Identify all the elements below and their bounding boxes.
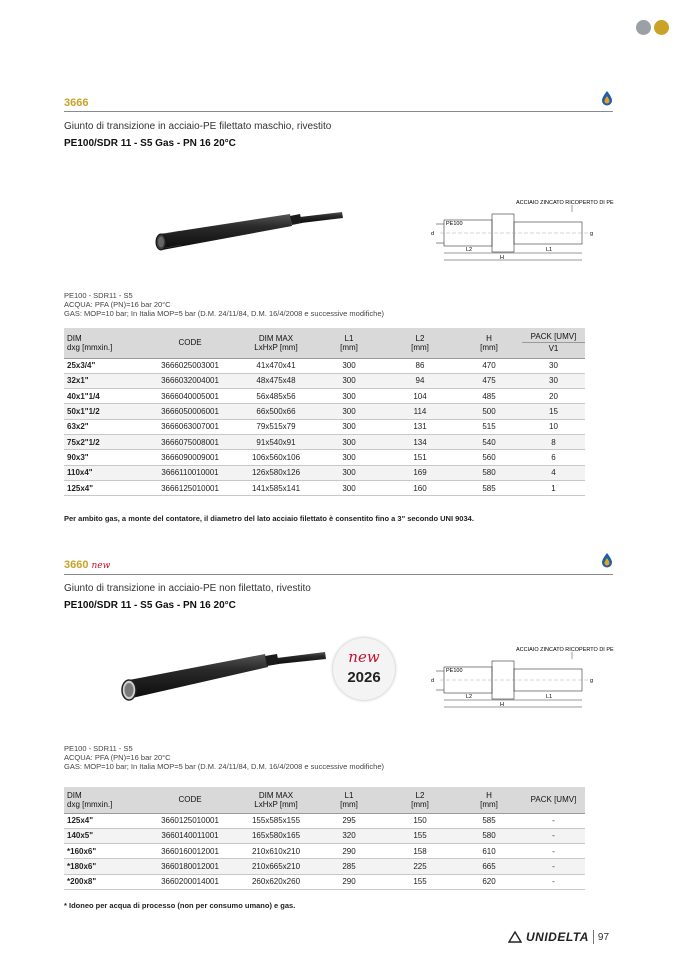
table-header-row [64, 328, 585, 358]
section-divider [64, 111, 613, 112]
pe100-label: PE100 [446, 668, 463, 674]
note-line: GAS: MOP=10 bar; In Italia MOP=5 bar (D.M. 24/11/84, D.M. 16/4/2008 e successive modifiche) [64, 762, 385, 771]
product-description: Giunto di transizione in acciaio-PE non filettato, rivestito [64, 583, 311, 594]
h-label: H [500, 702, 504, 708]
col-code: CODE [142, 787, 238, 813]
section-heading-3660 [64, 559, 110, 571]
water-gas-drop-icon [601, 552, 613, 568]
table-row: *160x6" 3660160012001 210x610x210 290 158 610 - [64, 844, 585, 859]
product-table-3660 [64, 787, 585, 890]
section-code-3660: 3660 [64, 559, 89, 571]
table-row: 110x4" 3666110010001 126x580x126 300 169 580 4 [64, 465, 585, 480]
col-l2: L2 [mm] [384, 787, 456, 813]
table-row: 25x3/4" 3666025003001 41x470x41 300 86 470 30 [64, 358, 585, 373]
new-2026-badge [333, 638, 395, 700]
table-footnote: Per ambito gas, a monte del contatore, il diametro del lato acciaio filettato è consentito fino a 3" secondo UNI 9034. [64, 514, 474, 523]
d-label: d [431, 678, 435, 684]
water-gas-drop-icon [601, 90, 613, 106]
section-divider [64, 574, 613, 575]
badge-new-text: new [348, 648, 380, 666]
table-row: *180x6" 3660180012001 210x665x210 285 225 665 - [64, 859, 585, 874]
technical-drawing-3666 [420, 198, 616, 264]
note-line: ACQUA: PFA (PN)=16 bar 20°C [64, 753, 171, 762]
table-row: *200x8" 3660200014001 260x620x260 290 155 620 - [64, 874, 585, 889]
diagram-caption: ACCIAIO ZINCATO RICOPERTO DI PE [516, 647, 614, 653]
col-l1: L1 [mm] [314, 328, 384, 358]
note-line: ACQUA: PFA (PN)=16 bar 20°C [64, 300, 171, 309]
table-header-row [64, 787, 585, 813]
l2-label: L2 [466, 694, 473, 700]
table-row: 140x5" 3660140011001 165x580x165 320 155 580 - [64, 828, 585, 843]
l2-label: L2 [466, 247, 473, 253]
table-row: 32x1" 3666032004001 48x475x48 300 94 475 30 [64, 373, 585, 388]
new-tag: new [91, 561, 111, 571]
note-line: GAS: MOP=10 bar; In Italia MOP=5 bar (D.M. 24/11/84, D.M. 16/4/2008 e successive modifiche) [64, 309, 385, 318]
table-row: 50x1"1/2 3666050006001 66x500x66 300 114 500 15 [64, 404, 585, 419]
note-line: PE100 - SDR11 - S5 [64, 744, 133, 753]
grey-dot-icon [636, 20, 651, 35]
col-dim: DIM dxg [mmxin.] [64, 787, 142, 813]
product-notes [64, 291, 384, 318]
col-dim: DIM dxg [mmxin.] [64, 328, 142, 358]
col-pack: PACK [UMV] V1 [522, 328, 585, 358]
col-dimmax: DIM MAX LxHxP [mm] [238, 328, 314, 358]
gold-dot-icon [654, 20, 669, 35]
section-indicator-dots [636, 20, 669, 35]
product-spec: PE100/SDR 11 - S5 Gas - PN 16 20°C [64, 600, 236, 611]
col-h: H [mm] [456, 787, 522, 813]
table-row: 40x1"1/4 3666040005001 56x485x56 300 104 485 20 [64, 389, 585, 404]
table-footnote: * Idoneo per acqua di processo (non per consumo umano) e gas. [64, 901, 296, 910]
footer-separator [593, 930, 594, 944]
section-code-3666: 3666 [64, 97, 89, 109]
note-line: PE100 - SDR11 - S5 [64, 291, 133, 300]
page-number: 97 [597, 931, 610, 943]
l1-label: L1 [546, 247, 553, 253]
col-h: H [mm] [456, 328, 522, 358]
diagram-caption: ACCIAIO ZINCATO RICOPERTO DI PE [516, 200, 614, 206]
product-table-3666 [64, 328, 585, 496]
product-photo-threaded-joint [150, 212, 348, 260]
col-dimmax: DIM MAX LxHxP [mm] [238, 787, 314, 813]
col-code: CODE [142, 328, 238, 358]
brand-logo-text: UNIDELTA [526, 930, 589, 944]
product-notes [64, 744, 384, 771]
table-row: 125x4" 3660125010001 155x585x155 295 150 585 - [64, 813, 585, 828]
table-row: 75x2"1/2 3666075008001 91x540x91 300 134 540 8 [64, 434, 585, 449]
table-row: 63x2" 3666063007001 79x515x79 300 131 515 10 [64, 419, 585, 434]
h-label: H [500, 255, 504, 261]
product-description: Giunto di transizione in acciaio-PE filettato maschio, rivestito [64, 121, 332, 132]
l1-label: L1 [546, 694, 553, 700]
table-row: 90x3" 3666090009001 106x560x106 300 151 560 6 [64, 450, 585, 465]
table-row: 125x4" 3666125010001 141x585x141 300 160 585 1 [64, 480, 585, 495]
unidelta-logo-mark-icon [508, 931, 522, 943]
page-footer [508, 930, 609, 944]
technical-drawing-3660 [420, 645, 616, 711]
col-l2: L2 [mm] [384, 328, 456, 358]
badge-year-text: 2026 [347, 669, 381, 686]
g-label: g [590, 231, 594, 237]
product-photo-plain-joint [115, 650, 330, 708]
product-spec: PE100/SDR 11 - S5 Gas - PN 16 20°C [64, 138, 236, 149]
pe100-label: PE100 [446, 221, 463, 227]
d-label: d [431, 231, 435, 237]
g-label: g [590, 678, 594, 684]
col-l1: L1 [mm] [314, 787, 384, 813]
col-pack: PACK [UMV] [522, 787, 585, 813]
